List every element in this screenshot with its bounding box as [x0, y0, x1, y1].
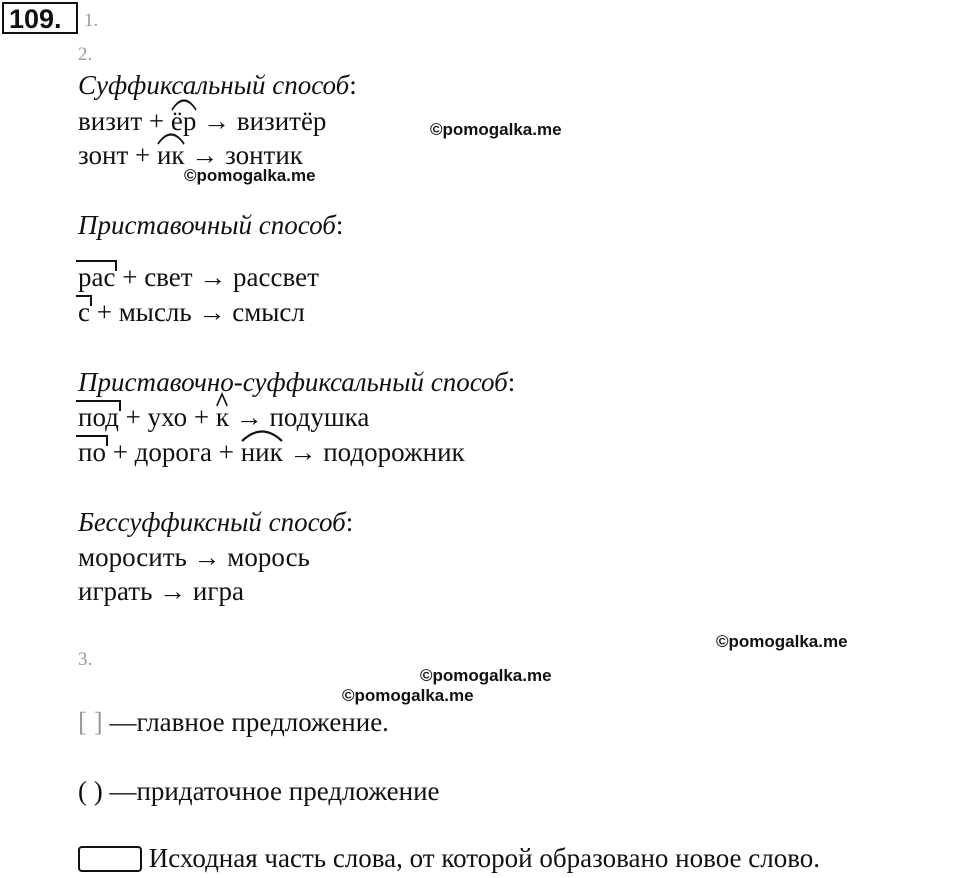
prefix-morpheme-1: рас: [78, 262, 116, 292]
prefix-suffix-line-1: под + ухо + к → подушка: [78, 402, 369, 433]
suffix-line-1: визит + ёр → визитёр: [78, 106, 326, 137]
suffix-arc-icon: [157, 131, 185, 145]
item-number-1: 1.: [84, 10, 99, 31]
watermark: ©pomogalka.me: [430, 120, 562, 139]
suffix-morpheme-1: ёр: [171, 106, 196, 137]
item-number-2: 2.: [78, 44, 93, 65]
prefix-line-2: с + мысль → смысл: [78, 297, 305, 327]
prefix-suffix-suffix-2: ник: [241, 437, 283, 468]
prefix-suffix-prefix-1: под: [78, 402, 119, 432]
prefix-line-1: рас + свет → рассвет: [78, 262, 319, 292]
suffix-line-2: зонт + ик → зонтик: [78, 140, 303, 171]
prefix-suffix-line-2: по + дорога + ник → подорожник: [78, 437, 465, 468]
prefix-morpheme-2: с: [78, 297, 90, 327]
suffix-arc-icon: [171, 97, 196, 111]
legend-subordinate-clause: ( ) —придаточное предложение: [78, 776, 440, 806]
prefix-heading: Приставочный способ:: [78, 210, 344, 240]
prefix-mark-icon: [76, 400, 121, 411]
suffix-arc-icon: [216, 393, 229, 407]
task-number: 109.: [2, 2, 78, 34]
watermark: ©pomogalka.me: [716, 632, 848, 651]
nonsuffix-line-2: играть → игра: [78, 576, 244, 606]
prefix-mark-icon: [76, 435, 108, 446]
suffix-morpheme-2: ик: [157, 140, 185, 171]
watermark: ©pomogalka.me: [184, 166, 316, 185]
nonsuffix-heading: Бессуффиксный способ:: [78, 507, 354, 537]
watermark: ©pomogalka.me: [342, 686, 474, 705]
prefix-suffix-prefix-2: по: [78, 437, 106, 467]
round-brackets-icon: ( ): [78, 776, 103, 806]
square-brackets-icon: [ ]: [78, 707, 103, 737]
legend-main-clause: [ ] —главное предложение.: [78, 707, 389, 737]
item-number-3: 3.: [78, 649, 93, 670]
legend-stem: Исходная часть слова, от которой образовано новое слово.: [78, 843, 820, 874]
suffix-heading: Суффиксальный способ:: [78, 70, 357, 100]
prefix-mark-icon: [76, 260, 117, 271]
stem-box-icon: [78, 846, 142, 872]
watermark: ©pomogalka.me: [420, 666, 552, 685]
suffix-arc-icon: [241, 428, 283, 442]
prefix-suffix-heading: Приставочно-суффиксальный способ:: [78, 367, 516, 397]
prefix-suffix-suffix-1: к: [216, 402, 229, 433]
nonsuffix-line-1: моросить → морось: [78, 542, 310, 572]
prefix-mark-icon: [76, 295, 92, 306]
